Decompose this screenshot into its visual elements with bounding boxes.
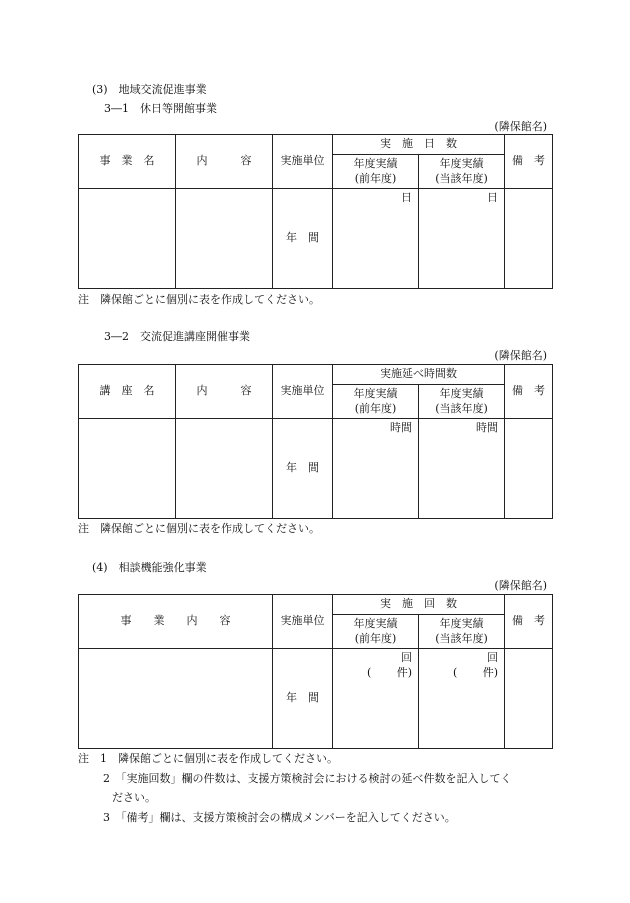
header-prev-year-results: 年度実績 (前年度) — [333, 155, 419, 189]
cell-project-content — [79, 649, 273, 749]
cell-content — [176, 189, 273, 289]
header-prev-year-results: 年度実績 (前年度) — [333, 615, 419, 649]
cell-content — [176, 419, 273, 519]
cell-remarks — [505, 649, 553, 749]
note-4-2-cont: ださい。 — [112, 791, 156, 804]
header-course-name: 講 座 名 — [79, 365, 176, 419]
header-implementation-unit: 実施単位 — [273, 135, 333, 189]
header-current-year-results: 年度実績 (当該年度) — [419, 385, 505, 419]
section-3-heading: (3) 地域交流促進事業 — [92, 83, 207, 96]
section-3-2-subheading: 3―2 交流促進講座開催事業 — [104, 330, 250, 343]
header-implementation-unit: 実施単位 — [273, 595, 333, 649]
cell-unit-year: 年 間 — [273, 189, 333, 289]
facility-name-label-3: (隣保館名) — [494, 579, 547, 592]
cell-project-name — [79, 189, 176, 289]
cell-prev-year-days: 日 — [333, 189, 419, 289]
section-4-heading: (4) 相談機能強化事業 — [92, 561, 207, 574]
note-table-2: 注 隣保館ごとに個別に表を作成してください。 — [78, 522, 320, 535]
header-current-year-results: 年度実績 (当該年度) — [419, 155, 505, 189]
note-4-1: 注 1 隣保館ごとに個別に表を作成してください。 — [78, 752, 338, 765]
note-table-1: 注 隣保館ごとに個別に表を作成してください。 — [78, 293, 320, 306]
header-implementation-unit: 実施単位 — [273, 365, 333, 419]
cell-prev-year-count: 回 ( 件) — [333, 649, 419, 749]
cell-current-year-days: 日 — [419, 189, 505, 289]
facility-name-label-2: (隣保館名) — [494, 349, 547, 362]
cell-current-year-count: 回 ( 件) — [419, 649, 505, 749]
header-remarks: 備 考 — [505, 595, 553, 649]
section-3-1-subheading: 3―1 休日等開館事業 — [104, 102, 217, 115]
cell-remarks — [505, 419, 553, 519]
header-implementation-count: 実 施 回 数 — [333, 595, 505, 615]
header-total-hours: 実施延べ時間数 — [333, 365, 505, 385]
cell-unit-year: 年 間 — [273, 419, 333, 519]
header-prev-year-results: 年度実績 (前年度) — [333, 385, 419, 419]
note-4-3: 3 「備考」欄は、支援方策検討会の構成メンバーを記入してください。 — [103, 811, 456, 824]
header-content: 内 容 — [176, 365, 273, 419]
header-project-content: 事 業 内 容 — [79, 595, 273, 649]
header-remarks: 備 考 — [505, 365, 553, 419]
cell-unit-year: 年 間 — [273, 649, 333, 749]
holiday-opening-table — [78, 134, 553, 289]
cell-remarks — [505, 189, 553, 289]
exchange-course-table — [78, 364, 553, 519]
header-current-year-results: 年度実績 (当該年度) — [419, 615, 505, 649]
header-content: 内 容 — [176, 135, 273, 189]
header-remarks: 備 考 — [505, 135, 553, 189]
facility-name-label-1: (隣保館名) — [494, 120, 547, 133]
cell-prev-year-hours: 時間 — [333, 419, 419, 519]
cell-course-name — [79, 419, 176, 519]
header-implementation-days: 実 施 日 数 — [333, 135, 505, 155]
consultation-table — [78, 594, 553, 749]
header-project-name: 事 業 名 — [79, 135, 176, 189]
note-4-2: 2 「実施回数」欄の件数は、支援方策検討会における検討の延べ件数を記入してく — [103, 772, 512, 785]
cell-current-year-hours: 時間 — [419, 419, 505, 519]
